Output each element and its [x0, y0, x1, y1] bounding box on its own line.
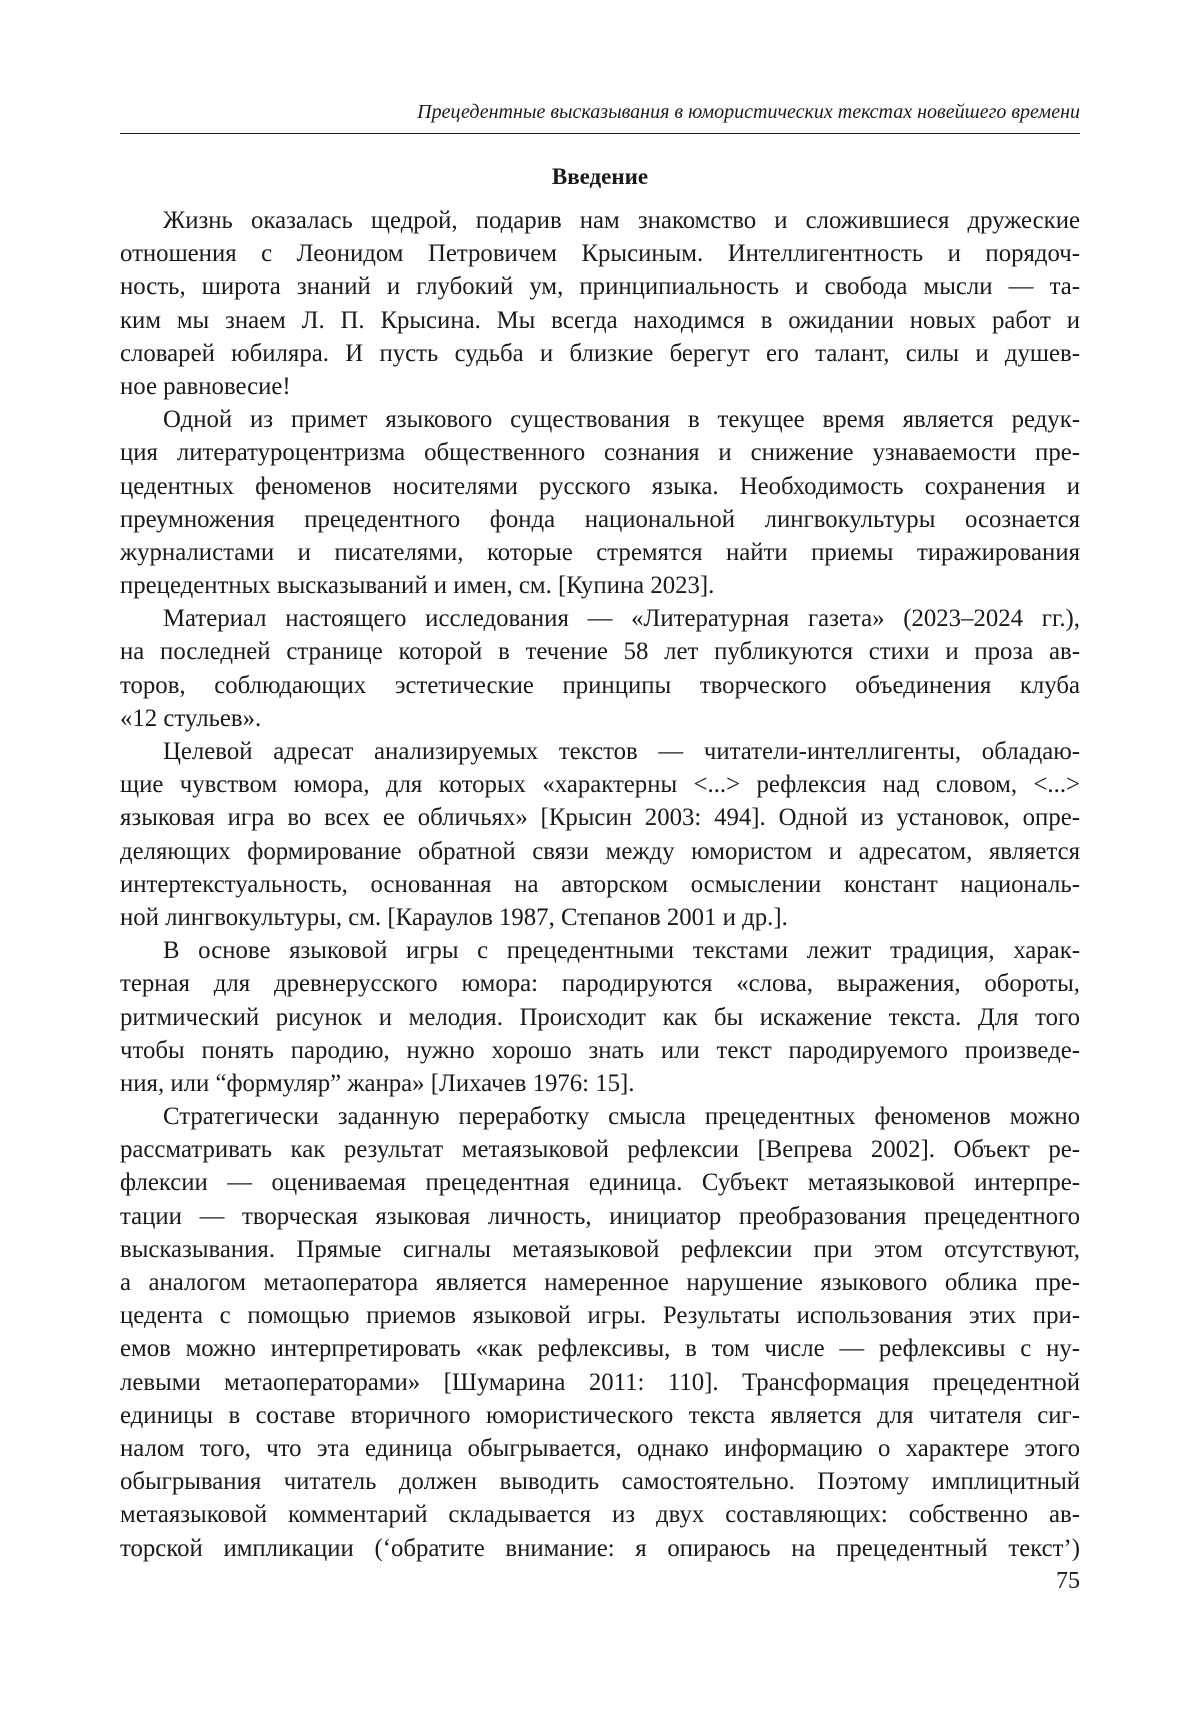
- paragraph-6-line-3: флексии — оцениваемая прецедентная единица. Субъект метаязыковой интерпре-: [120, 1169, 1080, 1197]
- paragraph-5-line-3: ритмический рисунок и мелодия. Происходит как бы искажение текста. Для того: [120, 1003, 1080, 1031]
- section-title: Введение: [551, 164, 649, 189]
- body-text: [120, 204, 1080, 1565]
- paragraph-6-line-1: Стратегически заданную переработку смысла прецедентных феноменов можно: [163, 1103, 1080, 1131]
- paragraph-2-line-5: журналистами и писателями, которые стремятся найти приемы тиражирования: [120, 538, 1080, 566]
- paragraph-6-line-13: метаязыковой комментарий складывается из двух составляющих: собственно ав-: [120, 1501, 1080, 1529]
- paragraph-4-line-3: языковая игра во всех ее обличьях» [Крысин 2003: 494]. Одной из установок, опре-: [120, 804, 1080, 832]
- paragraph-2-line-2: ция литературоцентризма общественного сознания и снижение узнаваемости пре-: [120, 439, 1080, 467]
- paragraph-2-line-3: цедентных феноменов носителями русского языка. Необходимость сохранения и: [120, 472, 1080, 500]
- paragraph-1-line-6: ное равновесие!: [120, 372, 291, 400]
- paragraph-1-line-5: словарей юбиляра. И пусть судьба и близкие берегут его талант, силы и душев-: [120, 339, 1080, 367]
- paragraph-4-line-5: интертекстуальность, основанная на авторском осмыслении констант националь-: [120, 870, 1080, 898]
- page-number: 75: [1056, 1568, 1080, 1594]
- paragraph-6-line-12: обыгрывания читатель должен выводить самостоятельно. Поэтому имплицитный: [120, 1468, 1080, 1496]
- paragraph-3-line-3: торов, соблюдающих эстетические принципы творческого объединения клуба: [120, 671, 1080, 699]
- paragraph-3-line-4: «12 стульев».: [120, 704, 262, 732]
- paragraph-4-line-1: Целевой адресат анализируемых текстов — читатели-интеллигенты, обладаю-: [163, 738, 1080, 765]
- paragraph-4-line-6: ной лингвокультуры, см. [Караулов 1987, Степанов 2001 и др.].: [120, 903, 788, 931]
- paragraph-1-line-1: Жизнь оказалась щедрой, подарив нам знакомство и сложившиеся дружеские: [163, 207, 1080, 234]
- paragraph-1-line-3: ность, широта знаний и глубокий ум, принципиальность и свобода мысли — та-: [120, 273, 1080, 301]
- paragraph-3-line-2: на последней странице которой в течение 58 лет публикуются стихи и проза ав-: [120, 638, 1080, 666]
- paragraph-6-line-5: высказывания. Прямые сигналы метаязыковой рефлексии при этом отсутствуют,: [120, 1235, 1080, 1263]
- paragraph-3-line-1: Материал настоящего исследования — «Литературная газета» (2023–2024 гг.),: [163, 605, 1080, 633]
- paragraph-6-line-9: левыми метаоператорами» [Шумарина 2011: 110]. Трансформация прецедентной: [120, 1368, 1080, 1396]
- paragraph-6-line-7: цедента с помощью приемов языковой игры. Результаты использования этих при-: [120, 1302, 1080, 1330]
- paragraph-5-line-2: терная для древнерусского юмора: пародируются «слова, выражения, обороты,: [120, 970, 1080, 998]
- paragraph-6-line-8: емов можно интерпретировать «как рефлексивы, в том числе — рефлексивы с ну-: [120, 1335, 1080, 1363]
- paragraph-2-line-1: Одной из примет языкового существования в текущее время является редук-: [163, 406, 1080, 434]
- paragraph-6-line-2: рассматривать как результат метаязыковой рефлексии [Вепрева 2002]. Объект ре-: [120, 1136, 1080, 1164]
- paragraph-5-line-4: чтобы понять пародию, нужно хорошо знать или текст пародируемого произведе-: [120, 1036, 1080, 1064]
- paragraph-2-line-6: прецедентных высказываний и имен, см. [Купина 2023].: [120, 572, 715, 600]
- paragraph-6-line-4: тации — творческая языковая личность, инициатор преобразования прецедентного: [120, 1202, 1080, 1230]
- paragraph-2-line-4: преумножения прецедентного фонда национальной лингвокультуры осознается: [120, 505, 1080, 533]
- paragraph-1-line-4: ким мы знаем Л. П. Крысина. Мы всегда находимся в ожидании новых работ и: [120, 306, 1080, 334]
- paragraph-4-line-2: щие чувством юмора, для которых «характерны <...> рефлексия над словом, <...>: [120, 771, 1080, 799]
- header-rule: [120, 133, 1080, 134]
- paragraph-6-line-14: торской импликации (‘обратите внимание: я опираюсь на прецедентный текст’): [120, 1534, 1080, 1562]
- paragraph-6-line-10: единицы в составе вторичного юмористического текста является для читателя сиг-: [120, 1401, 1080, 1429]
- paragraph-1-line-2: отношения с Леонидом Петровичем Крысиным. Интеллигентность и порядоч-: [120, 240, 1080, 268]
- paragraph-4-line-4: деляющих формирование обратной связи между юмористом и адресатом, является: [120, 837, 1080, 865]
- paragraph-6-line-11: налом того, что эта единица обыгрывается, однако информацию о характере этого: [120, 1434, 1080, 1462]
- paragraph-5-line-5: ния, или “формуляр” жанра» [Лихачев 1976: 15].: [120, 1069, 635, 1097]
- running-header: Прецедентные высказывания в юмористических текстах новейшего времени: [417, 101, 1080, 123]
- paragraph-6-line-6: а аналогом метаоператора является намеренное нарушение языкового облика пре-: [120, 1269, 1080, 1296]
- paragraph-5-line-1: В основе языковой игры с прецедентными текстами лежит традиция, харак-: [163, 937, 1080, 965]
